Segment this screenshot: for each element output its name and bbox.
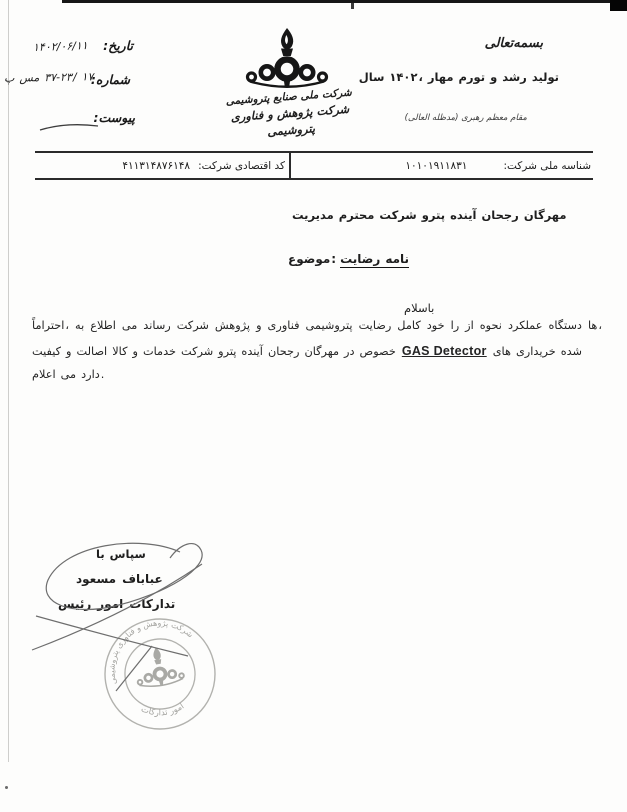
date-value: ۱۴۰۲/۰۶/۱۱ xyxy=(32,39,88,54)
national-id-field xyxy=(293,155,591,177)
body-paragraph-line3: اعلام می دارد . xyxy=(32,368,105,381)
economic-code-field xyxy=(37,155,285,177)
scan-corner-artifact xyxy=(610,0,627,11)
line2-text-after: های خریداری شده xyxy=(492,345,583,358)
scan-tick-artifact xyxy=(351,3,354,9)
subject-value: رضایت نامه xyxy=(340,252,410,266)
year-slogan: سال ۱۴۰۲ ، مهار تورم و رشد تولید xyxy=(358,70,559,84)
economic-code-label: کد اقتصادی شرکت: xyxy=(198,160,285,172)
date-label: تاریخ: xyxy=(103,38,133,53)
salutation: باسلام xyxy=(404,301,435,315)
company-stamp xyxy=(91,605,228,742)
number-value: پ مس ۳۷-۲۳ / ۱۷ xyxy=(3,70,94,85)
signatory-title: رئیس امور تدارکات xyxy=(58,597,176,611)
stamp-ring-text: شرکت پژوهش و فناوری پتروشیمی xyxy=(107,618,195,686)
org-name-line2: شرکت پژوهش و فناوری پتروشیمی xyxy=(230,101,350,139)
attachment-pen-stroke xyxy=(38,120,100,134)
economic-code-value: ۴۱۱۳۱۴۸۷۶۱۴۸ xyxy=(122,160,191,172)
nioc-flame-logo-icon xyxy=(237,27,337,89)
stamp-logo-icon xyxy=(133,644,185,689)
scan-top-edge-artifact xyxy=(62,0,612,3)
line2-text-before: کیفیت و اصالت کالا و خدمات شرکت پترو آینده رجحان مهرگان در خصوص xyxy=(32,345,396,358)
attachment-label: پیوست: xyxy=(93,110,135,125)
svg-text:امور تدارکات xyxy=(138,698,187,722)
national-id-value: ۱۰۱۰۱۹۱۱۸۳۱ xyxy=(405,160,468,172)
body-paragraph-line1: احتراماً ، به اطلاع می رساند شرکت پژوهش و فناوری پتروشیمی رضایت کامل خود را از نحوه عملکرد دستگاه ها ، xyxy=(32,319,602,332)
scan-left-edge-artifact xyxy=(8,0,9,762)
org-name-line1: شرکت ملی صنایع پتروشیمی xyxy=(225,86,353,108)
stamp-bottom-text: امور تدارکات xyxy=(139,701,187,719)
scan-speck xyxy=(5,786,8,789)
subject-label: موضوع : xyxy=(288,252,337,266)
logo-calligraphy xyxy=(220,85,359,143)
number-label: شماره: xyxy=(90,72,130,87)
gas-detector-underlined: GAS Detector xyxy=(401,344,487,358)
besmele-text: بسمه‌تعالی xyxy=(484,36,543,51)
subject-line xyxy=(288,252,409,268)
idbar-divider xyxy=(289,151,291,180)
recipient-line: مدیریت محترم شرکت پترو آینده رجحان مهرگان xyxy=(292,208,567,222)
slogan-attribution: مقام معظم رهبری (مدظله العالی) xyxy=(404,113,527,123)
national-id-label: شناسه ملی شرکت: xyxy=(503,160,591,172)
signature-closing: با سپاس xyxy=(96,547,146,561)
idbar-bottom-rule xyxy=(35,178,593,180)
idbar-top-rule xyxy=(35,151,593,153)
signatory-name: مسعود عباباف xyxy=(76,572,163,586)
body-paragraph-line2 xyxy=(32,344,582,358)
